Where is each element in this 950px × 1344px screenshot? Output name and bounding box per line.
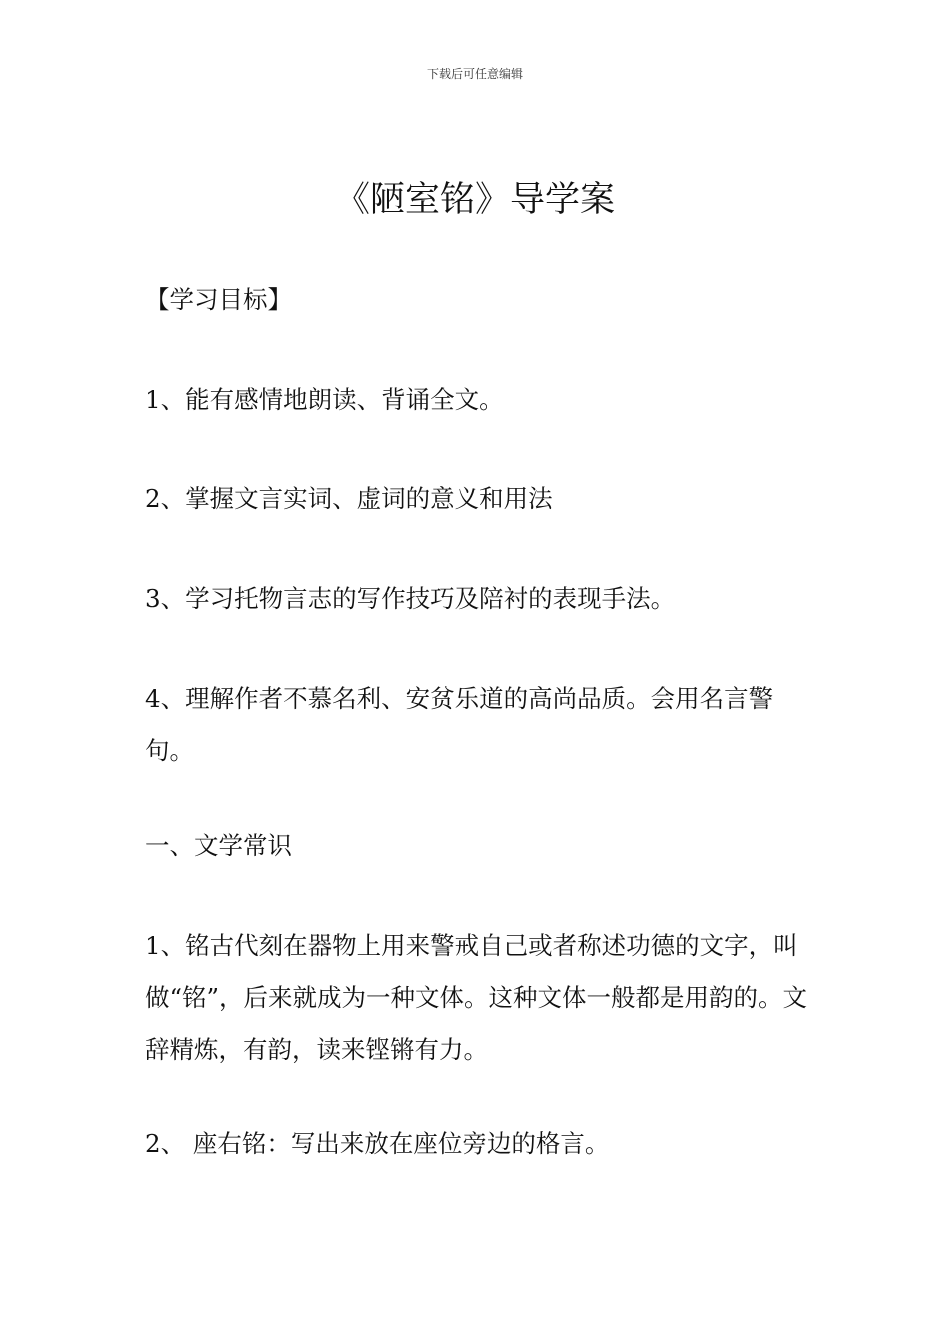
literary-knowledge-item: 1、铭古代刻在器物上用来警戒自己或者称述功德的文字，叫做“铭”，后来就成为一种文体。这种文体一般都是用韵的。文辞精炼，有韵，读来铿锵有力。 <box>145 931 808 1064</box>
learning-goal-item: 2、掌握文言实词、虚词的意义和用法 <box>145 484 553 513</box>
header-note: 下载后可任意编辑 <box>426 67 523 81</box>
learning-goal-item: 1、能有感情地朗读、背诵全文。 <box>145 385 504 414</box>
learning-goal-item: 3、学习托物言志的写作技巧及陪衬的表现手法。 <box>145 584 676 613</box>
document-title: 《陋室铭》导学案 <box>334 180 615 220</box>
learning-goal-item: 4、理解作者不慕名利、安贫乐道的高尚品质。会用名言警句。 <box>145 684 774 765</box>
literary-knowledge-item: 2、 座右铭：写出来放在座位旁边的格言。 <box>145 1129 610 1158</box>
learning-goals-heading: 【学习目标】 <box>145 285 292 314</box>
section-heading-literary-knowledge: 一、文学常识 <box>145 831 292 860</box>
